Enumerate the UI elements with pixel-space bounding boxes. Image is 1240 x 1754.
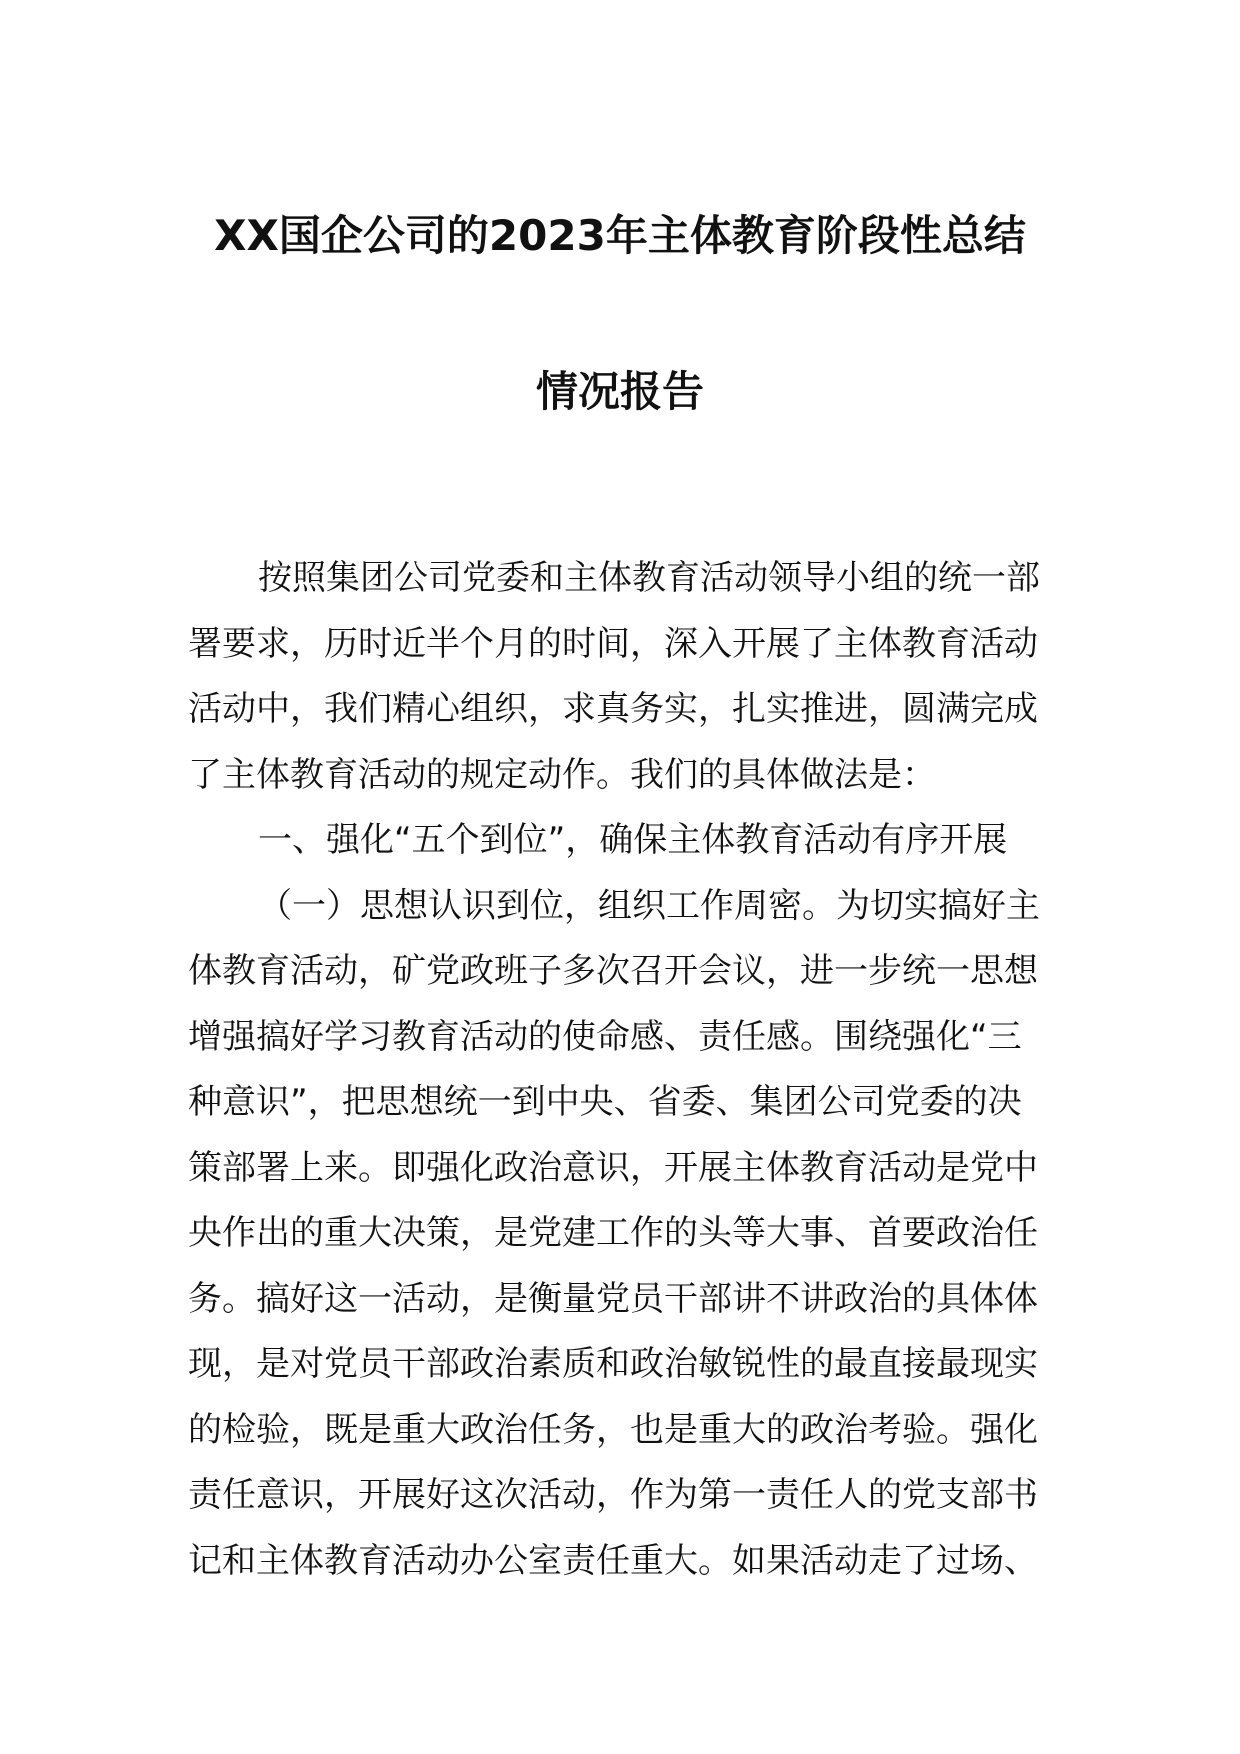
body-line: 责任意识，开展好这次活动，作为第一责任人的党支部书 — [188, 1475, 1038, 1515]
body-line: 体教育活动，矿党政班子多次召开会议，进一步统一思想 — [188, 951, 1038, 991]
body-line: 央作出的重大决策，是党建工作的头等大事、首要政治任 — [188, 1213, 1038, 1253]
body-line: 记和主体教育活动办公室责任重大。如果活动走了过场、 — [188, 1540, 1038, 1581]
body-line: 增强搞好学习教育活动的使命感、责任感。围绕强化“三 — [188, 1016, 1022, 1057]
body-line: 的检验，既是重大政治任务，也是重大的政治考验。强化 — [188, 1409, 1038, 1450]
body-line: 务。搞好这一活动，是衡量党员干部讲不讲政治的具体体 — [188, 1278, 1038, 1319]
document-title-line-1: XX国企公司的2023年主体教育阶段性总结 — [214, 211, 1026, 260]
section-heading: 一、强化“五个到位”，确保主体教育活动有序开展 — [258, 820, 1008, 860]
document-body — [188, 546, 1054, 1594]
body-line: 种意识”，把思想统一到中央、省委、集团公司党委的决 — [188, 1082, 1022, 1122]
body-line: （一）思想认识到位，组织工作周密。为切实搞好主 — [258, 885, 1040, 926]
body-line: 了主体教育活动的规定动作。我们的具体做法是： — [188, 754, 936, 795]
document-title-line-2: 情况报告 — [535, 367, 704, 416]
body-line: 活动中，我们精心组织，求真务实，扎实推进，圆满完成 — [188, 689, 1038, 729]
body-line: 现，是对党员干部政治素质和政治敏锐性的最直接最现实 — [188, 1344, 1038, 1384]
body-line: 按照集团公司党委和主体教育活动领导小组的统一部 — [258, 558, 1040, 598]
body-line: 署要求，历时近半个月的时间，深入开展了主体教育活动 — [188, 623, 1038, 664]
body-line: 策部署上来。即强化政治意识，开展主体教育活动是党中 — [188, 1147, 1038, 1188]
